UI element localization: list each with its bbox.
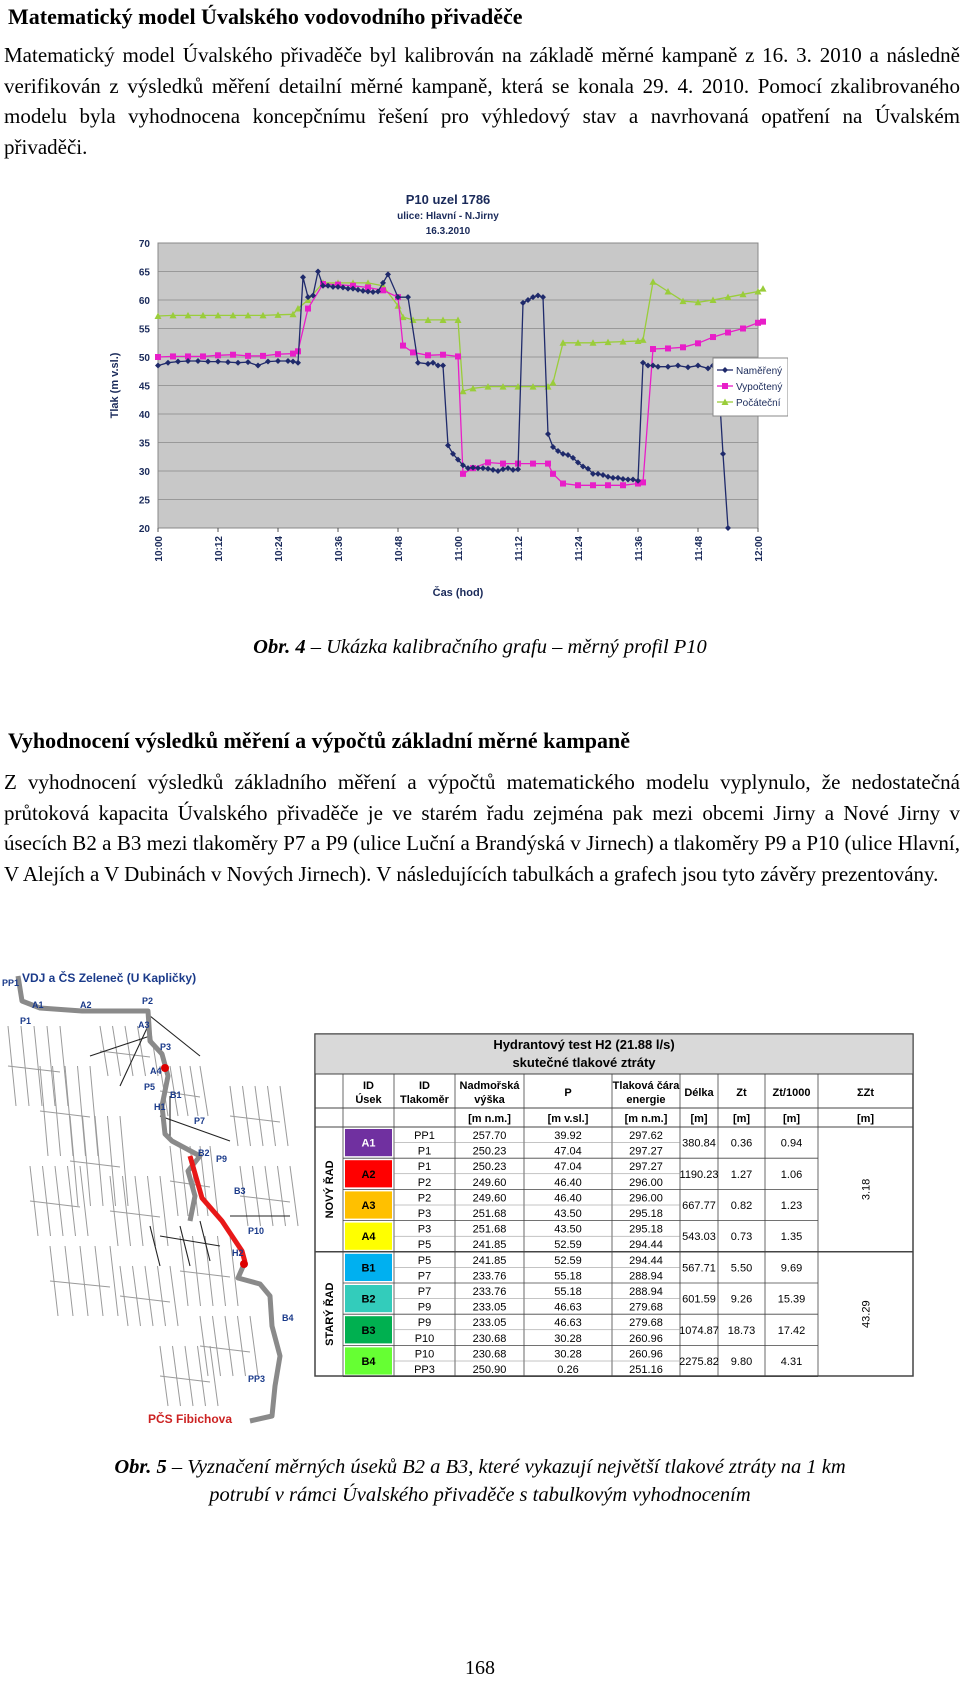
section-id: A1 (361, 1137, 376, 1150)
map-street (78, 1066, 86, 1156)
map-street (95, 1246, 103, 1316)
map-street (185, 1346, 193, 1406)
table-cell: 250.90 (472, 1364, 507, 1376)
map-label: A1 (32, 1000, 44, 1010)
map-street (65, 1066, 73, 1156)
table-cell: 46.40 (554, 1192, 582, 1205)
map-label: P7 (194, 1116, 206, 1126)
table-cell: 46.40 (554, 1176, 582, 1189)
map-label: PP1 (2, 978, 20, 988)
map-label: P9 (216, 1154, 228, 1164)
table-cell: 543.03 (682, 1231, 716, 1244)
group-sum: 43.29 (860, 1300, 873, 1328)
table-cell: P1 (417, 1161, 432, 1174)
map-label: B3 (234, 1186, 246, 1196)
table-cell: 295.18 (629, 1223, 663, 1236)
table-cell: 251.68 (472, 1223, 507, 1236)
map-label: P3 (160, 1042, 172, 1052)
map-label: P10 (248, 1226, 265, 1236)
table-header: Zt (736, 1087, 747, 1099)
chart-title: P10 uzel 1786 (405, 192, 491, 207)
map-street (34, 1026, 42, 1106)
pipeline-old (238, 1262, 280, 1421)
map-street (278, 1166, 286, 1226)
data-point (400, 343, 406, 349)
data-point (575, 482, 581, 488)
data-point (500, 461, 506, 467)
y-tick-label: 60 (138, 296, 150, 307)
map-street (238, 1316, 246, 1376)
table-cell: 249.60 (472, 1192, 507, 1205)
map-pump-label: PČS Fibichova (148, 1412, 233, 1426)
table-cell: P9 (417, 1317, 432, 1330)
map-street (160, 1376, 210, 1382)
table-cell: 233.05 (472, 1317, 507, 1330)
map-street (30, 1201, 80, 1207)
table-cell: 297.27 (629, 1161, 663, 1174)
map-street (200, 1066, 208, 1116)
figure5-caption-label: Obr. 5 (114, 1456, 167, 1478)
map-street (133, 1266, 141, 1326)
map-street (95, 1116, 103, 1206)
x-tick-label: 11:24 (574, 536, 585, 562)
map-street (200, 1221, 210, 1261)
map-label: P2 (142, 996, 154, 1006)
figure5-caption (0, 1453, 960, 1509)
section-id: A3 (361, 1200, 376, 1212)
table-unit: [m v.sl.] (547, 1113, 589, 1125)
network-map-and-table (0, 966, 960, 1446)
map-street (47, 1026, 55, 1106)
y-tick-label: 25 (138, 495, 150, 507)
data-point (545, 461, 551, 467)
table-cell: 1.27 (730, 1168, 753, 1181)
map-street (113, 1026, 121, 1076)
table-cell: 0.36 (730, 1137, 753, 1150)
table-cell: 43.50 (554, 1208, 582, 1220)
table-cell: 30.28 (554, 1332, 582, 1345)
map-street (50, 1281, 110, 1287)
table-cell: P3 (417, 1208, 432, 1220)
data-point (410, 349, 416, 355)
table-cell: 15.39 (777, 1293, 806, 1306)
table-cell: P1 (417, 1145, 432, 1158)
map-label: A2 (80, 1000, 92, 1010)
table-cell: 233.76 (472, 1270, 507, 1283)
x-tick-label: 12:00 (754, 536, 765, 562)
table-cell: 667.77 (682, 1200, 716, 1212)
table-cell: 46.63 (554, 1317, 582, 1330)
table-cell: P7 (417, 1270, 432, 1283)
table-cell: 47.04 (554, 1161, 582, 1174)
table-cell: 55.18 (554, 1286, 582, 1298)
y-tick-label: 70 (138, 239, 150, 250)
map-street (145, 1266, 153, 1326)
table-cell: 46.63 (554, 1301, 582, 1314)
table-cell: 230.68 (472, 1348, 507, 1361)
section-heading-evaluation: Vyhodnocení výsledků měření a výpočtů základní měrné kampaně (8, 728, 630, 753)
table-cell: 52.59 (554, 1239, 582, 1252)
table-unit: [m] (732, 1113, 751, 1125)
table-cell: P7 (417, 1286, 432, 1298)
x-tick-label: 11:48 (694, 536, 705, 562)
table-header: výška (474, 1094, 505, 1106)
map-street (253, 1166, 261, 1226)
y-tick-label: 20 (138, 524, 150, 535)
section-heading-model: Matematický model Úvalského vodovodního přivaděče (8, 4, 523, 29)
map-street (180, 1271, 230, 1277)
group-label: NOVÝ ŘAD (324, 1160, 336, 1219)
table-header: Tlaková čára (612, 1080, 680, 1092)
table-cell: 5.50 (730, 1262, 753, 1275)
map-street (210, 1346, 218, 1406)
y-tick-label: 30 (138, 467, 150, 478)
table-cell: 296.00 (629, 1176, 663, 1189)
table-cell: 288.94 (629, 1286, 663, 1298)
table-cell: 0.94 (780, 1137, 803, 1150)
map-street (68, 1166, 76, 1236)
y-tick-label: 65 (138, 267, 150, 279)
table-title: Hydrantový test H2 (21.88 l/s) (493, 1037, 675, 1052)
map-street (198, 1346, 206, 1406)
data-point (530, 461, 536, 467)
table-cell: 297.27 (629, 1145, 663, 1158)
table-cell: 288.94 (629, 1270, 663, 1283)
x-tick-label: 10:48 (394, 536, 405, 562)
data-point (260, 353, 266, 359)
table-cell: P2 (417, 1192, 432, 1205)
table-cell: 1190.23 (679, 1168, 719, 1181)
data-point (695, 340, 701, 346)
x-axis-label: Čas (hod) (432, 587, 484, 599)
map-label: A3 (138, 1020, 150, 1030)
map-street (280, 1086, 288, 1146)
table-cell: 601.59 (682, 1293, 716, 1306)
section-id: A4 (361, 1231, 376, 1244)
figure4-caption-label: Obr. 4 (253, 636, 306, 658)
table-cell: P5 (417, 1254, 432, 1267)
map-label: P5 (144, 1082, 156, 1092)
map-street (250, 1316, 258, 1376)
x-tick-label: 11:00 (454, 536, 465, 562)
table-cell: 4.31 (780, 1356, 803, 1368)
map-street (170, 1266, 178, 1326)
map-label: B4 (282, 1313, 294, 1323)
map-street (55, 1166, 63, 1236)
map-label: P1 (20, 1016, 32, 1026)
figure5-caption-line1: – Vyznačení měrných úseků B2 a B3, které vykazují největší tlakové ztráty na 1 km (166, 1456, 846, 1478)
legend-label: Naměřený (736, 366, 783, 377)
table-cell: 294.44 (629, 1254, 663, 1267)
table-cell: 380.84 (682, 1137, 716, 1150)
data-point (640, 479, 646, 485)
map-label: PP3 (248, 1374, 266, 1384)
map-street (290, 1166, 298, 1226)
data-point (760, 285, 767, 292)
data-point (740, 326, 746, 332)
map-street (193, 1236, 201, 1306)
data-point (170, 353, 176, 359)
data-point (650, 346, 656, 352)
y-tick-label: 50 (138, 353, 150, 364)
table-cell: 1.35 (780, 1231, 803, 1244)
y-tick-label: 45 (138, 381, 150, 393)
y-tick-label: 35 (138, 438, 150, 450)
data-point (760, 319, 766, 325)
table-cell: 241.85 (472, 1254, 507, 1267)
table-cell: 294.44 (629, 1239, 663, 1252)
map-label: H2 (232, 1248, 244, 1258)
map-street (173, 1346, 181, 1406)
table-cell: 39.92 (554, 1130, 582, 1142)
map-street (240, 1196, 290, 1202)
data-point (550, 471, 556, 477)
table-cell: 2275.82 (679, 1356, 719, 1368)
data-point (155, 354, 161, 360)
table-cell: 233.05 (472, 1301, 507, 1314)
map-street (83, 1116, 91, 1206)
table-cell: 241.85 (472, 1239, 507, 1252)
section-id: B2 (361, 1293, 376, 1306)
legend-label: Vypočtený (736, 382, 783, 393)
map-street (135, 1176, 143, 1246)
map-street (213, 1316, 221, 1376)
table-cell: P10 (414, 1332, 435, 1345)
table-unit: [m] (856, 1113, 875, 1125)
table-cell: P3 (417, 1223, 432, 1236)
data-point (230, 352, 236, 358)
table-cell: 52.59 (554, 1254, 582, 1267)
table-cell: 233.76 (472, 1286, 507, 1298)
data-point (725, 329, 731, 335)
table-cell: 257.70 (472, 1130, 507, 1142)
map-street (90, 1066, 98, 1156)
data-point (665, 345, 671, 351)
figure4-caption-text: – Ukázka kalibračního grafu – měrný profil P10 (305, 636, 707, 658)
table-cell: 55.18 (554, 1270, 582, 1283)
table-cell: 260.96 (629, 1348, 663, 1361)
map-street (218, 1236, 226, 1306)
map-title: VDJ a ČS Zeleneč (U Kapličky) (22, 971, 197, 985)
map-street (21, 1026, 29, 1106)
data-point (245, 353, 251, 359)
table-header: Délka (684, 1087, 714, 1099)
table-cell: P9 (417, 1301, 432, 1314)
table-cell: PP3 (414, 1364, 435, 1376)
map-street (243, 1086, 251, 1146)
table-header: Nadmořská (459, 1080, 520, 1092)
map-street (158, 1266, 166, 1326)
map-street (53, 1066, 61, 1156)
map-street (150, 1226, 160, 1266)
data-point (440, 352, 446, 358)
data-point (275, 351, 281, 357)
section-id: B4 (361, 1356, 376, 1368)
table-unit: [m n.m.] (468, 1113, 511, 1125)
map-street (148, 1176, 156, 1246)
chart-subtitle: ulice: Hlavní - N.Jirny (397, 211, 499, 222)
x-tick-label: 10:12 (214, 536, 225, 562)
map-street (65, 1246, 73, 1316)
map-street (190, 1066, 198, 1116)
table-unit: [m n.m.] (624, 1113, 668, 1125)
data-point (590, 482, 596, 488)
table-cell: 251.68 (472, 1208, 507, 1220)
data-point (460, 471, 466, 477)
data-point (620, 482, 626, 488)
map-street (268, 1086, 276, 1146)
map-label: H1 (154, 1102, 166, 1112)
hydrant-h2 (240, 1260, 248, 1268)
table-cell: 295.18 (629, 1208, 663, 1220)
legend-marker (722, 383, 728, 389)
map-street (265, 1166, 273, 1226)
x-tick-label: 10:24 (274, 536, 285, 562)
table-header: ΣZt (857, 1087, 874, 1099)
map-street (70, 1161, 120, 1167)
table-cell: 279.68 (629, 1301, 663, 1314)
y-axis-label: Tlak (m v.sl.) (109, 352, 121, 419)
map-street (60, 1026, 68, 1106)
data-point (380, 287, 386, 293)
table-cell: 18.73 (727, 1324, 756, 1337)
data-point (425, 352, 431, 358)
x-tick-label: 11:12 (514, 536, 525, 562)
legend-label: Počáteční (736, 398, 781, 409)
table-cell: 260.96 (629, 1332, 663, 1345)
map-street (225, 1316, 233, 1376)
map-street (160, 1236, 220, 1246)
paragraph-model: Matematický model Úvalského přivaděče byl kalibrován na základě měrné kampaně z 16. 3. 2010 a následně verifikován z výsledků měření detailní měrné kampaně, která se konala 29. 4. 2010. Pomocí zkalibrovaného modelu byla vyhodnocena koncepčnímu řešení pro výhledový stav a navrhovaná opatření na Úvalském přivaděči. (4, 43, 960, 159)
data-point (710, 334, 716, 340)
x-tick-label: 11:36 (634, 536, 645, 562)
table-header: ID (363, 1080, 374, 1092)
table-cell: 0.73 (730, 1231, 753, 1244)
x-tick-label: 10:36 (334, 536, 345, 562)
data-point (680, 344, 686, 350)
x-tick-label: 10:00 (154, 536, 165, 562)
map-label: B2 (198, 1148, 210, 1158)
table-cell: 43.50 (554, 1223, 582, 1236)
table-unit: [m] (782, 1113, 801, 1125)
figure5-caption-line2: potrubí v rámci Úvalského přivaděče s tabulkovým vyhodnocením (209, 1484, 751, 1506)
table-cell: 249.60 (472, 1176, 507, 1189)
map-street (125, 1026, 133, 1076)
map-label: B1 (170, 1090, 182, 1100)
table-cell: P5 (417, 1239, 432, 1252)
table-cell: 1.06 (780, 1168, 803, 1181)
group-sum: 3.18 (860, 1178, 873, 1201)
table-unit: [m] (690, 1113, 708, 1125)
section-id: A2 (361, 1168, 376, 1181)
paragraph-evaluation: Z vyhodnocení výsledků základního měření a výpočtů matematického modelu vyplynulo, že nedostatečná průtoková kapacita Úvalského přivaděče je ve starém řadu zejména pak mezi obcemi Jirny a Nové Jirny v úsecích B2 a B3 mezi tlakoměry P7 a P9 (ulice Luční a Brandýská v Jirnech) a tlakoměry P9 a P10 (ulice Hlavní, V Alejích a V Dubinách v Nových Jirnech). V následujících tabulkách a grafech jsou tyto závěry prezentovány. (4, 770, 960, 886)
map-street (120, 1296, 170, 1302)
map-street (100, 1051, 150, 1057)
table-header: energie (626, 1094, 666, 1106)
data-point (200, 353, 206, 359)
data-point (485, 459, 491, 465)
y-tick-label: 55 (138, 324, 150, 336)
table-cell: 30.28 (554, 1348, 582, 1361)
hydrant-h1 (161, 1064, 169, 1072)
y-tick-label: 40 (138, 410, 150, 421)
calibration-chart (108, 188, 788, 618)
table-header: Zt/1000 (772, 1087, 811, 1099)
chart-date: 16.3.2010 (425, 226, 471, 237)
data-point (605, 482, 611, 488)
table-cell: 567.71 (682, 1262, 716, 1275)
table-cell: 9.69 (780, 1262, 803, 1275)
map-street (200, 1346, 250, 1352)
section-id: B3 (361, 1324, 376, 1337)
table-header: ID (419, 1080, 430, 1092)
map-street (160, 1176, 168, 1246)
table-cell: P10 (414, 1348, 435, 1361)
table-cell: 297.62 (629, 1130, 663, 1142)
map-street (230, 1116, 280, 1122)
map-label: A4 (150, 1066, 162, 1076)
section-id: B1 (361, 1262, 376, 1275)
table-header: P (564, 1087, 572, 1099)
table-cell: 9.80 (730, 1356, 753, 1368)
table-header: Tlakoměr (400, 1094, 449, 1106)
map-street (110, 1246, 118, 1316)
table-cell: 0.26 (557, 1364, 579, 1376)
data-point (305, 306, 311, 312)
table-cell: 250.23 (472, 1145, 507, 1158)
map-street (110, 1211, 160, 1217)
map-street (255, 1086, 263, 1146)
map-street (80, 1166, 88, 1236)
map-street (43, 1166, 51, 1236)
table-cell: 0.82 (730, 1200, 753, 1212)
table-cell: 279.68 (629, 1317, 663, 1330)
table-cell: 296.00 (629, 1192, 663, 1205)
map-street (80, 1246, 88, 1316)
figure4-caption (0, 636, 960, 659)
page-number: 168 (465, 1657, 495, 1679)
map-street (180, 1146, 188, 1216)
data-point (455, 353, 461, 359)
table-subtitle: skutečné tlakové ztráty (512, 1055, 656, 1070)
table-cell: 251.16 (629, 1364, 663, 1376)
table-cell: 230.68 (472, 1332, 507, 1345)
table-cell: 1.23 (780, 1200, 803, 1212)
data-point (215, 352, 221, 358)
data-point (560, 481, 566, 487)
table-cell: P2 (417, 1176, 432, 1189)
table-cell: 250.23 (472, 1161, 507, 1174)
table-header: Úsek (355, 1094, 382, 1106)
group-label: STARÝ ŘAD (324, 1282, 336, 1346)
table-cell: 9.26 (730, 1293, 753, 1306)
table-cell: 17.42 (777, 1324, 806, 1337)
table-cell: 1074.87 (679, 1324, 719, 1337)
table-cell: PP1 (414, 1130, 435, 1142)
table-cell: 47.04 (554, 1145, 582, 1158)
